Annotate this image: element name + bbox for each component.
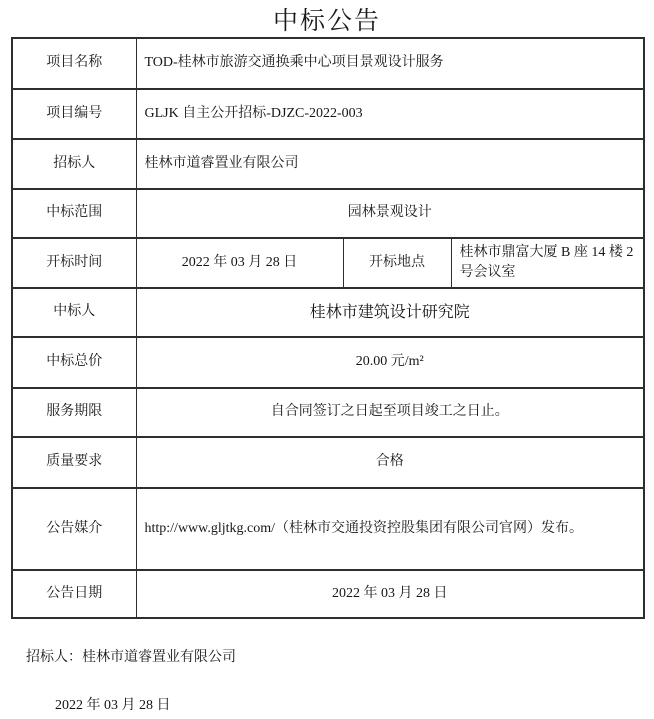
announcement-date-label: 公告日期 [12, 570, 136, 618]
project-number-label: 项目编号 [12, 89, 136, 139]
row-service-period [12, 388, 644, 437]
row-announcement-date [12, 570, 644, 618]
project-name-label: 项目名称 [12, 38, 136, 89]
row-bid-opening [12, 238, 644, 288]
quality-requirement-value: 合格 [136, 437, 644, 488]
bid-announcement-table [11, 37, 645, 619]
service-period-value: 自合同签订之日起至项目竣工之日止。 [136, 388, 644, 437]
page-title: 中标公告 [272, 8, 381, 35]
announcement-media-label: 公告媒介 [12, 488, 136, 570]
bid-opening-place-value: 桂林市鼎富大厦 B 座 14 楼 2 号会议室 [451, 238, 644, 288]
announcement-media-value: http://www.gljtkg.com/（桂林市交通投资控股集团有限公司官网）发布。 [136, 488, 644, 570]
total-price-label: 中标总价 [12, 337, 136, 388]
row-quality-requirement [12, 437, 644, 488]
bid-opening-place-label: 开标地点 [343, 238, 451, 288]
tenderer-label: 招标人 [12, 139, 136, 189]
row-project-number [12, 89, 644, 139]
project-name-value: TOD-桂林市旅游交通换乘中心项目景观设计服务 [136, 38, 644, 89]
row-award-scope [12, 189, 644, 238]
quality-requirement-label: 质量要求 [12, 437, 136, 488]
winner-label: 中标人 [12, 288, 136, 337]
award-scope-label: 中标范围 [12, 189, 136, 238]
service-period-label: 服务期限 [12, 388, 136, 437]
tenderer-value: 桂林市道睿置业有限公司 [136, 139, 644, 189]
award-scope-value: 园林景观设计 [136, 189, 644, 238]
row-tenderer [12, 139, 644, 189]
bid-opening-time-label: 开标时间 [12, 238, 136, 288]
winner-value: 桂林市建筑设计研究院 [136, 288, 644, 337]
project-number-value: GLJK 自主公开招标-DJZC-2022-003 [136, 89, 644, 139]
bid-opening-time-value: 2022 年 03 月 28 日 [136, 238, 343, 288]
row-winner [12, 288, 644, 337]
footer-date-line: 2022 年 03 月 28 日 [55, 698, 171, 713]
total-price-value: 20.00 元/m² [136, 337, 644, 388]
row-announcement-media [12, 488, 644, 570]
announcement-date-value: 2022 年 03 月 28 日 [136, 570, 644, 618]
footer-tenderer-line: 招标人：桂林市道睿置业有限公司 [26, 650, 236, 665]
row-project-name [12, 38, 644, 89]
row-total-price [12, 337, 644, 388]
